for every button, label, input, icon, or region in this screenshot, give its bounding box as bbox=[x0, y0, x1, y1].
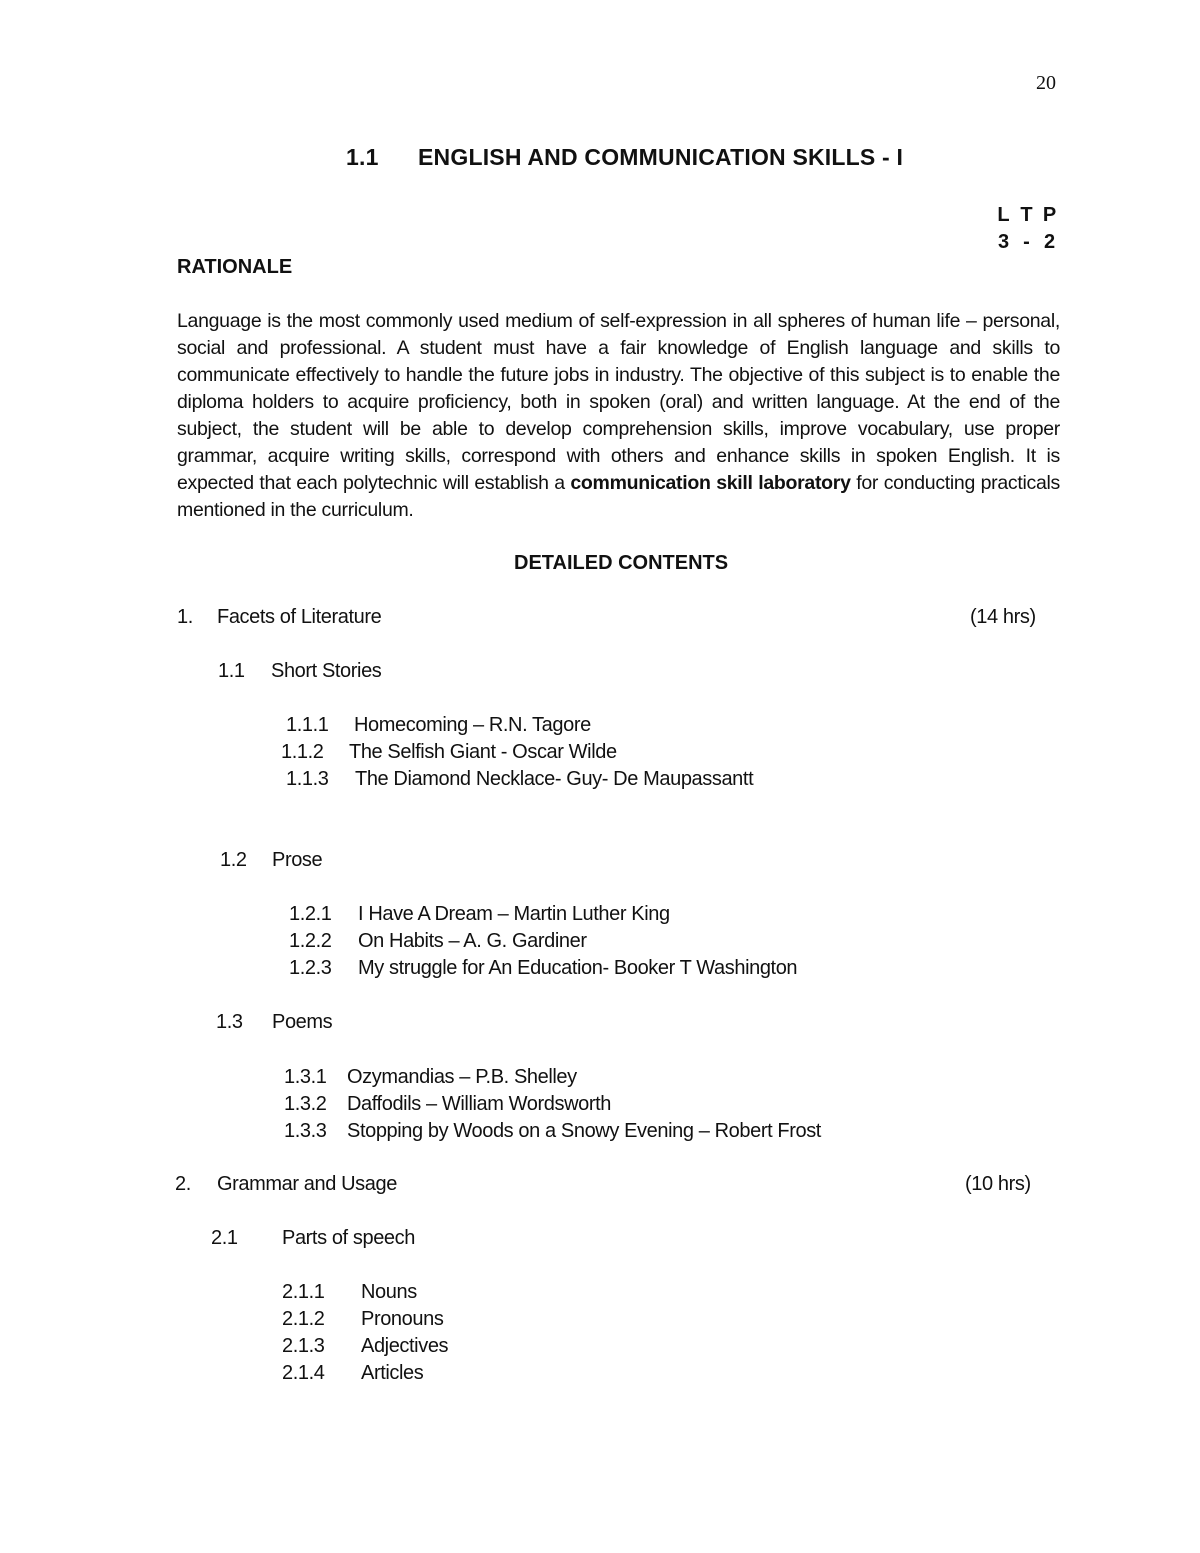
item-number: 1.2.2 bbox=[289, 930, 332, 952]
section-1-2 bbox=[220, 849, 322, 872]
item-number: 2.1.2 bbox=[282, 1308, 325, 1330]
section-title: Poems bbox=[272, 1011, 333, 1033]
item-number: 2.1.3 bbox=[282, 1335, 325, 1357]
unit-hours: (14 hrs) bbox=[970, 606, 1036, 628]
item-number: 2.1.4 bbox=[282, 1362, 325, 1384]
section-number: 1.1 bbox=[218, 660, 245, 682]
item-number: 1.2.3 bbox=[289, 957, 332, 979]
rationale-bold-text: communication skill laboratory bbox=[570, 472, 851, 494]
list-item bbox=[284, 1066, 577, 1089]
page-title bbox=[346, 144, 903, 171]
list-item bbox=[281, 741, 617, 764]
item-number: 1.3.1 bbox=[284, 1066, 327, 1088]
detailed-contents-heading: DETAILED CONTENTS bbox=[514, 552, 729, 574]
ltp-label-p: P bbox=[1042, 204, 1057, 226]
section-2-1 bbox=[211, 1227, 415, 1250]
item-title: Stopping by Woods on a Snowy Evening – Robert Frost bbox=[347, 1120, 821, 1142]
rationale-text-start: Language is the most commonly used medium of self-expression in all spheres of human life – personal, social and professional. A student must have a fair knowledge of English language and skills to communicate effectively to handle the future jobs in industry. The objective of this subject is to enable the diploma holders to acquire proficiency, both in spoken (oral) and written language. At the end of the subject, the student will be able to develop comprehension skills, improve vocabulary, use proper grammar, acquire writing skills, correspond with others and enhance skills in spoken English. It is expected that each polytechnic will establish a bbox=[177, 310, 1060, 494]
ltp-label-l: L bbox=[997, 204, 1010, 226]
item-title: Homecoming – R.N. Tagore bbox=[354, 714, 591, 736]
item-title: The Diamond Necklace- Guy- De Maupassantt bbox=[355, 768, 754, 790]
section-number: 2.1 bbox=[211, 1227, 238, 1249]
section-number: 1.3 bbox=[216, 1011, 243, 1033]
item-title: The Selfish Giant - Oscar Wilde bbox=[349, 741, 617, 763]
item-title: Nouns bbox=[361, 1281, 417, 1303]
ltp-table bbox=[992, 202, 1061, 256]
item-number: 1.1.3 bbox=[286, 768, 329, 790]
unit-title: Facets of Literature bbox=[217, 606, 382, 628]
unit-number: 2. bbox=[175, 1173, 191, 1195]
ltp-labels bbox=[992, 202, 1061, 229]
list-item bbox=[282, 1362, 423, 1385]
item-number: 1.1.1 bbox=[286, 714, 329, 736]
item-title: I Have A Dream – Martin Luther King bbox=[358, 903, 670, 925]
list-item bbox=[289, 957, 797, 980]
item-title: Articles bbox=[361, 1362, 424, 1384]
item-number: 1.2.1 bbox=[289, 903, 332, 925]
list-item bbox=[284, 1120, 821, 1143]
list-item bbox=[282, 1308, 443, 1331]
section-1-3 bbox=[216, 1011, 332, 1034]
unit-title: Grammar and Usage bbox=[217, 1173, 397, 1195]
section-title: Parts of speech bbox=[282, 1227, 415, 1249]
item-number: 1.1.2 bbox=[281, 741, 324, 763]
list-item bbox=[284, 1093, 611, 1116]
unit-1 bbox=[177, 606, 381, 629]
rationale-text-end: for conducting practicals mentioned in the curriculum. bbox=[177, 472, 1060, 521]
list-item bbox=[282, 1281, 417, 1304]
section-title: Prose bbox=[272, 849, 323, 871]
ltp-value-p: 2 bbox=[1043, 231, 1056, 253]
ltp-values bbox=[992, 229, 1061, 256]
item-title: On Habits – A. G. Gardiner bbox=[358, 930, 587, 952]
list-item bbox=[289, 903, 670, 926]
rationale-paragraph bbox=[177, 308, 1060, 524]
page-number: 20 bbox=[1036, 72, 1056, 94]
rationale-heading: RATIONALE bbox=[177, 256, 293, 278]
section-number: 1.2 bbox=[220, 849, 247, 871]
unit-2 bbox=[175, 1173, 397, 1196]
item-number: 2.1.1 bbox=[282, 1281, 325, 1303]
unit-number: 1. bbox=[177, 606, 193, 628]
unit-hours: (10 hrs) bbox=[965, 1173, 1031, 1195]
item-title: Ozymandias – P.B. Shelley bbox=[347, 1066, 577, 1088]
item-number: 1.3.3 bbox=[284, 1120, 327, 1142]
ltp-value-t: - bbox=[1023, 231, 1030, 253]
item-title: Adjectives bbox=[361, 1335, 449, 1357]
ltp-value-l: 3 bbox=[997, 231, 1010, 253]
list-item bbox=[286, 768, 753, 791]
list-item bbox=[282, 1335, 448, 1358]
item-number: 1.3.2 bbox=[284, 1093, 327, 1115]
title-number: 1.1 bbox=[346, 144, 379, 170]
list-item bbox=[286, 714, 591, 737]
item-title: Pronouns bbox=[361, 1308, 444, 1330]
title-text: ENGLISH AND COMMUNICATION SKILLS - I bbox=[418, 144, 904, 170]
section-1-1 bbox=[218, 660, 381, 683]
list-item bbox=[289, 930, 587, 953]
ltp-label-t: T bbox=[1020, 204, 1033, 226]
item-title: My struggle for An Education- Booker T Washington bbox=[358, 957, 798, 979]
section-title: Short Stories bbox=[271, 660, 382, 682]
item-title: Daffodils – William Wordsworth bbox=[347, 1093, 612, 1115]
